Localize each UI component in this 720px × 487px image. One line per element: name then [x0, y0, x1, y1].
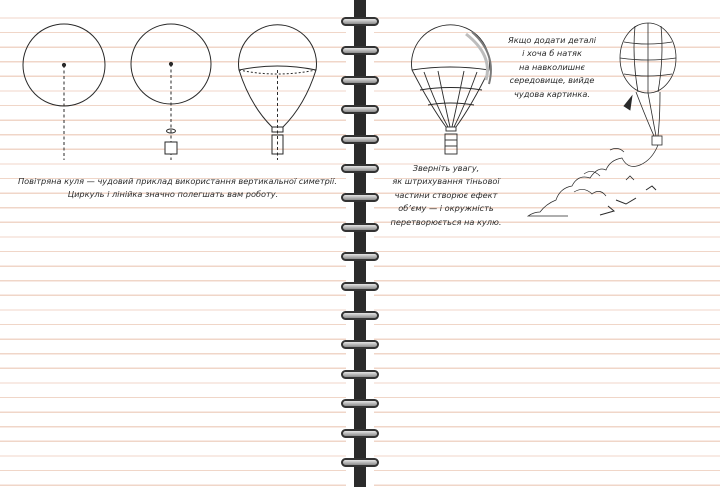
balloon-step-3-drawing	[239, 25, 317, 160]
caption-line: на навколишнє	[518, 61, 586, 72]
left-caption	[18, 175, 337, 202]
caption-line: чудова картинка.	[514, 88, 590, 99]
caption-line: Повітряна куля — чудовий приклад використання вертикальної симетрії.	[18, 176, 337, 186]
caption-line: середовище, вийде	[509, 75, 595, 86]
caption-line: частини створює ефект	[394, 189, 498, 200]
caption-line: Циркуль і лінійка значно полегшать вам роботу.	[67, 189, 279, 200]
caption-line: Якщо додати деталі	[508, 35, 596, 45]
right-middle-caption	[380, 162, 512, 229]
caption-line: і хоча б натяк	[522, 48, 582, 59]
caption-line: Зверніть увагу,	[412, 163, 480, 173]
caption-line: перетворюється на кулю.	[390, 216, 502, 227]
balloon-shaded-drawing	[412, 25, 491, 154]
balloon-step-1-drawing	[23, 24, 105, 160]
caption-line: як штрихування тіньової	[392, 176, 500, 187]
caption-line: об’єму — і окружність	[398, 203, 494, 214]
right-top-caption	[500, 34, 604, 101]
balloon-step-2-drawing	[131, 24, 211, 160]
